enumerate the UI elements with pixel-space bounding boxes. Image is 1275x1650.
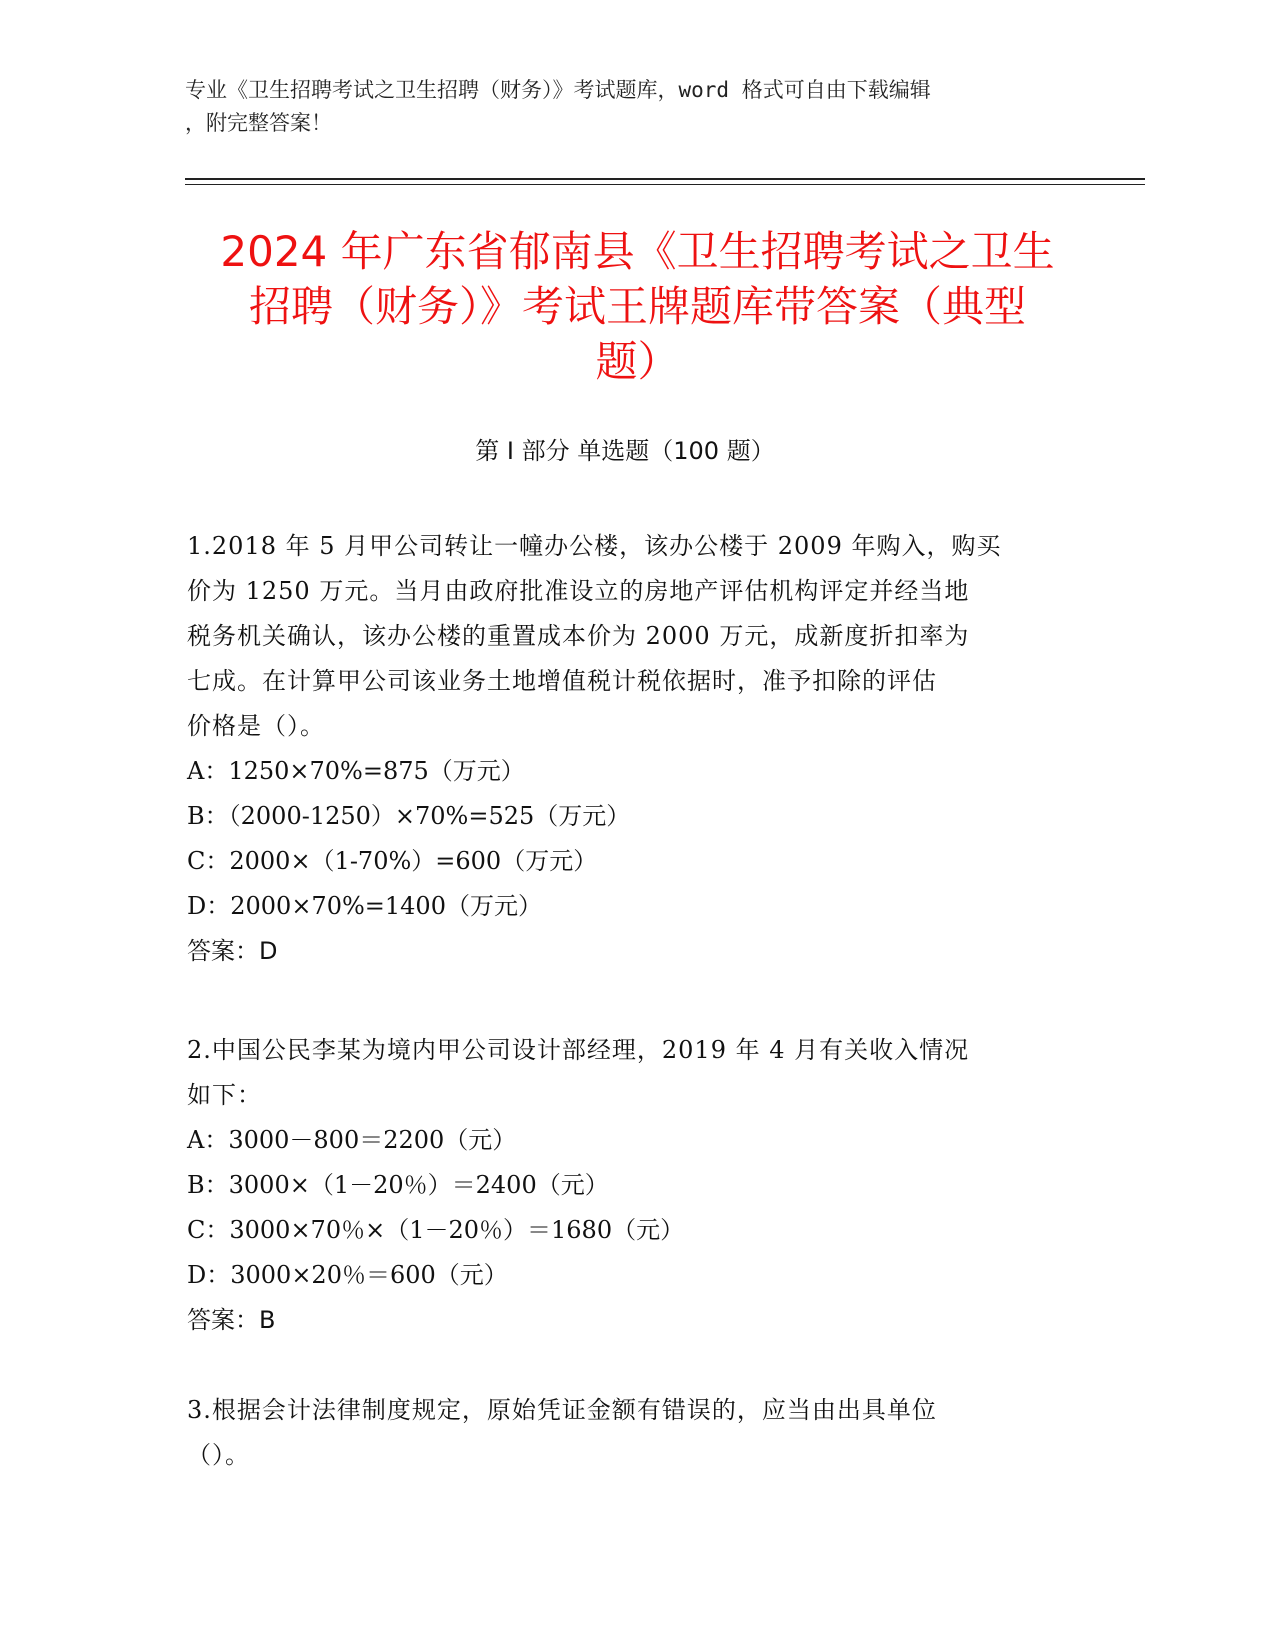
option-d: D：2000×70%=1400（万元） (187, 892, 542, 920)
question-3 (187, 1388, 1067, 1478)
stem-line: 价格是（）。 (187, 712, 325, 740)
option-c: C：3000×70％×（1－20％）＝1680（元） (187, 1216, 685, 1244)
stem-line: 如下： (187, 1081, 262, 1109)
stem-line: 价为 1250 万元。当月由政府批准设立的房地产评估机构评定并经当地 (187, 577, 970, 605)
stem-line: 3.根据会计法律制度规定，原始凭证金额有错误的，应当由出具单位 (187, 1396, 937, 1424)
stem-line: 七成。在计算甲公司该业务土地增值税计税依据时，准予扣除的评估 (187, 667, 937, 695)
answer: 答案：B (187, 1306, 276, 1334)
option-b: B：3000×（1－20％）＝2400（元） (187, 1171, 609, 1199)
option-d: D：3000×20％＝600（元） (187, 1261, 508, 1289)
option-b: B：（2000-1250）×70%=525（万元） (187, 802, 631, 830)
stem-line: （）。 (187, 1441, 250, 1469)
question-1 (187, 524, 1067, 974)
option-c: C：2000×（1-70%）=600（万元） (187, 847, 598, 875)
section-heading: 第 I 部分 单选题（100 题） (475, 437, 775, 465)
header-divider-thin (185, 184, 1145, 185)
title-line: 题） (595, 337, 680, 386)
header-divider (185, 178, 1145, 180)
stem-line: 2.中国公民李某为境内甲公司设计部经理，2019 年 4 月有关收入情况 (187, 1036, 970, 1064)
header-line: ，附完整答案！ (185, 111, 332, 135)
stem-line: 1.2018 年 5 月甲公司转让一幢办公楼，该办公楼于 2009 年购入，购买 (187, 532, 1002, 560)
header-line: 专业《卫生招聘考试之卫生招聘（财务）》考试题库，word 格式可自由下载编辑 (185, 78, 931, 102)
document-header (185, 74, 1065, 140)
option-a: A：1250×70%=875（万元） (187, 757, 525, 785)
title-line: 2024 年广东省郁南县《卫生招聘考试之卫生 (220, 227, 1055, 276)
question-2 (187, 1028, 1067, 1343)
answer: 答案：D (187, 937, 278, 965)
option-a: A：3000－800＝2200（元） (187, 1126, 517, 1154)
document-title (160, 224, 1115, 389)
title-line: 招聘（财务）》考试王牌题库带答案（典型 (248, 282, 1026, 331)
question-stem (187, 1028, 1067, 1118)
question-stem (187, 1388, 1067, 1478)
question-stem (187, 524, 1067, 749)
stem-line: 税务机关确认，该办公楼的重置成本价为 2000 万元，成新度折扣率为 (187, 622, 970, 650)
